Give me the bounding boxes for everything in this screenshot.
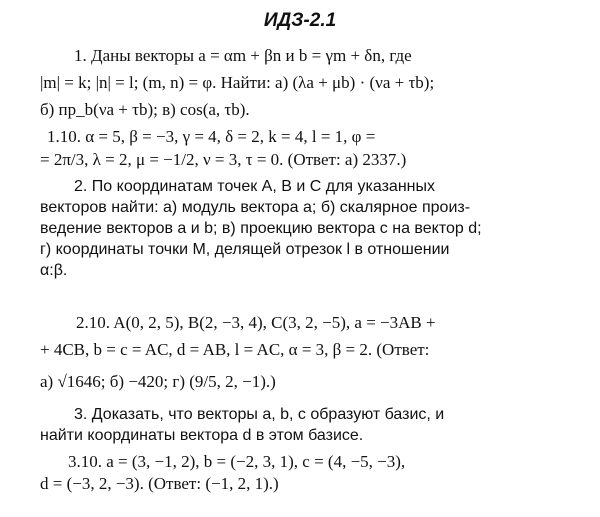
task2-line-2: векторов найти: а) модуль вектора a; б) скалярное произ- xyxy=(40,199,471,216)
task2-line-5: α:β. xyxy=(40,262,68,279)
variant2-line-3: а) √1646; б) −420; г) (9/5, 2, −1).) xyxy=(40,372,276,391)
variant1-line-1: 1.10. α = 5, β = −3, γ = 4, δ = 2, k = 4, l = 1, φ = xyxy=(47,127,376,146)
task2-line-4: г) координаты точки M, делящей отрезок l в отношении xyxy=(40,241,450,258)
task2-line-3: ведение векторов a и b; в) проекцию вектора c на вектор d; xyxy=(40,220,482,237)
task3-line-1: 3. Доказать, что векторы a, b, c образуют базис, и xyxy=(74,406,445,423)
document-title: ИДЗ-2.1 xyxy=(263,10,337,31)
variant3-line-1: 3.10. a = (3, −1, 2), b = (−2, 3, 1), c = (4, −5, −3), xyxy=(68,452,406,471)
task1-line-2: |m| = k; |n| = l; (m, n) = φ. Найти: а) (λa + μb) · (νa + τb); xyxy=(40,73,435,92)
task2-line-1: 2. По координатам точек A, B и C для указанных xyxy=(74,178,435,195)
task3-line-2: найти координаты вектора d в этом базисе. xyxy=(40,427,364,444)
variant2-line-1: 2.10. A(0, 2, 5), B(2, −3, 4), C(3, 2, −5), a = −3AB + xyxy=(76,313,436,332)
task1-line-3: б) пр_b(νa + τb); в) cos(a, τb). xyxy=(40,100,250,119)
variant1-line-2: = 2π/3, λ = 2, μ = −1/2, ν = 3, τ = 0. (Ответ: а) 2337.) xyxy=(40,150,407,169)
variant2-line-2: + 4CB, b = c = AC, d = AB, l = AC, α = 3, β = 2. (Ответ: xyxy=(40,340,430,359)
task1-line-1: 1. Даны векторы a = αm + βn и b = γm + δn, где xyxy=(74,46,412,65)
variant3-line-2: d = (−3, 2, −3). (Ответ: (−1, 2, 1).) xyxy=(40,474,279,493)
